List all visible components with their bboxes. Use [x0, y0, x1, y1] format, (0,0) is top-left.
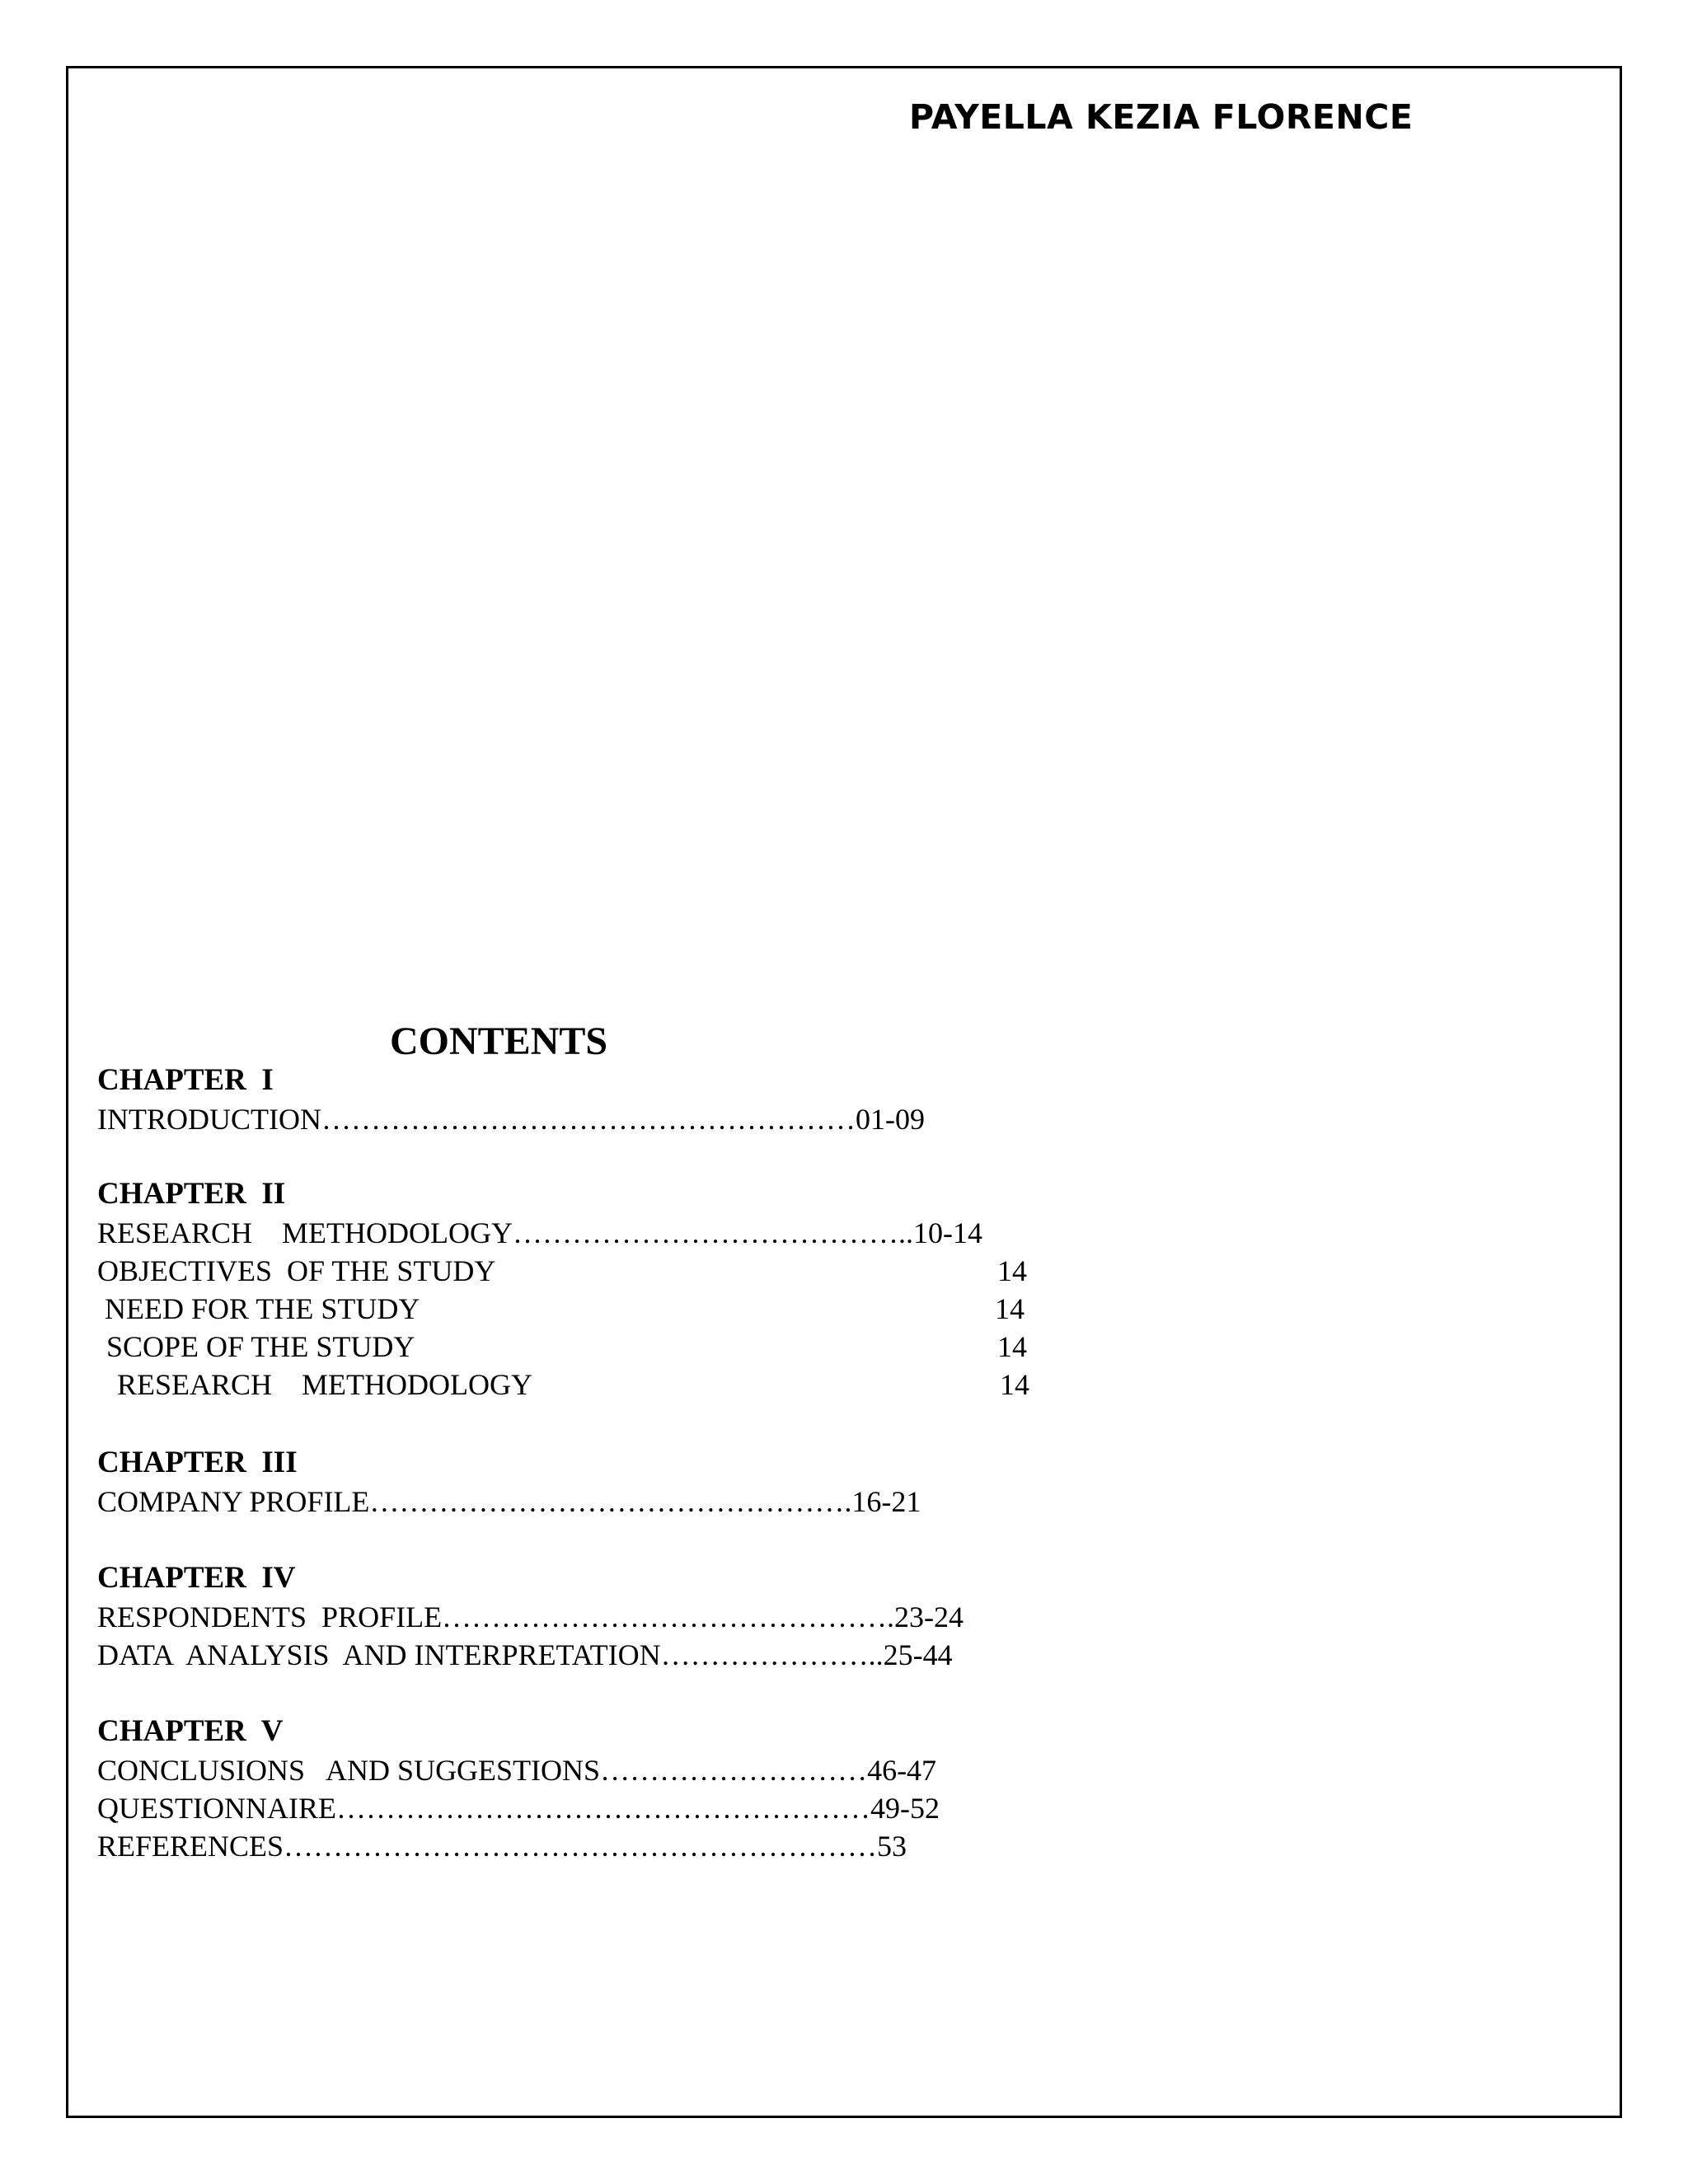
- toc-entry-company-profile: COMPANY PROFILE………………………………………….16-21: [97, 1485, 921, 1518]
- toc-page-objectives: 14: [997, 1254, 1027, 1287]
- chapter-1-heading: CHAPTER I: [97, 1063, 274, 1097]
- toc-entry-data-analysis: DATA ANALYSIS AND INTERPRETATION…………………..25-44: [97, 1638, 953, 1671]
- chapter-2-heading: CHAPTER II: [97, 1177, 286, 1211]
- toc-entry-introduction: INTRODUCTION………………………………………………01-09: [97, 1103, 925, 1136]
- contents-title: CONTENTS: [390, 1019, 608, 1063]
- toc-entry-research-methodology-2: RESEARCH METHODOLOGY: [102, 1368, 532, 1401]
- chapter-3-heading: CHAPTER III: [97, 1446, 298, 1479]
- toc-entry-objectives: OBJECTIVES OF THE STUDY: [97, 1254, 496, 1287]
- toc-entry-need: NEED FOR THE STUDY: [97, 1292, 420, 1325]
- author-name: PAYELLA KEZIA FLORENCE: [909, 97, 1414, 137]
- toc-entry-respondents-profile: RESPONDENTS PROFILE……………………………………….23-24: [97, 1601, 964, 1633]
- chapter-4-heading: CHAPTER IV: [97, 1561, 296, 1595]
- toc-entry-scope: SCOPE OF THE STUDY: [99, 1330, 415, 1363]
- chapter-5-heading: CHAPTER V: [97, 1714, 284, 1748]
- toc-entry-research-methodology: RESEARCH METHODOLOGY…………………………………..10-14: [97, 1216, 982, 1249]
- toc-page-scope: 14: [997, 1330, 1027, 1363]
- toc-entry-questionnaire: QUESTIONNAIRE………………………………………………49-52: [97, 1792, 940, 1825]
- toc-entry-references: REFERENCES……………………………………………………53: [97, 1830, 907, 1863]
- toc-page-need: 14: [995, 1292, 1025, 1325]
- toc-entry-conclusions: CONCLUSIONS AND SUGGESTIONS………………………46-47: [97, 1754, 937, 1787]
- toc-page-research-methodology-2: 14: [1000, 1368, 1029, 1401]
